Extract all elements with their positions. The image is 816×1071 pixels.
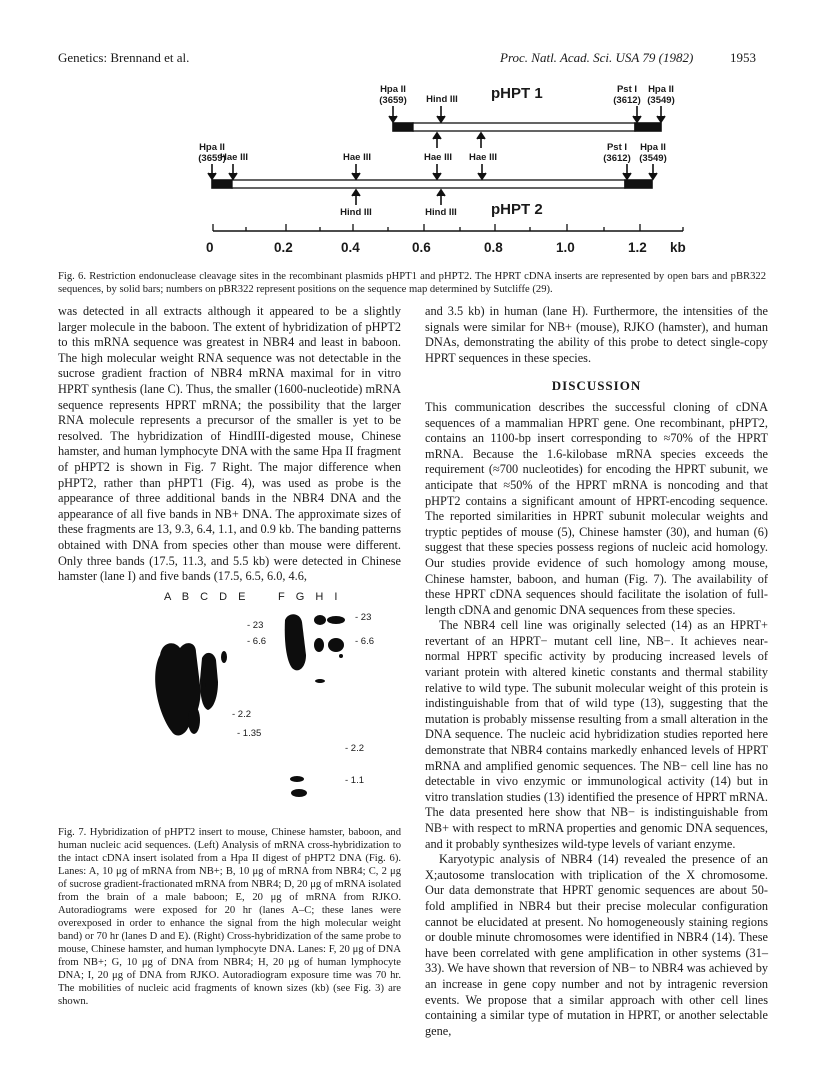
marker-1.1-right: - 1.1 [345,775,365,786]
label-hae-iii-d: Hae III [469,152,497,163]
phpt2-pbr322-left [212,180,232,188]
paragraph: and 3.5 kb) in human (lane H). Furthermore, the intensities of the signals were similar for NB+ (mouse), RJKO (hamster), and human DNAs, demonstrating the ability of this probe to detect single-copy HPRT sequences in these species. [425,304,768,365]
phpt1-insert [413,123,635,131]
page-number: 1953 [730,50,756,65]
left-column-text [58,304,401,585]
phpt2-pbr322-right [625,180,652,188]
figure-7-caption: Fig. 7. Hybridization of pHPT2 insert to mouse, Chinese hamster, baboon, and human nucleic acid sequences. (Left) Analysis of mRNA cross-hybridization to the intact cDNA insert isolated from a Hpa II digest of pHPT2 DNA (Fig. 6). Lanes: A, 10 μg of mRNA from NB+; B, 10 μg of mRNA from NBR4; C, 2 μg of sucrose gradient-fractionated mRNA from NBR4; D, 20 μg of mRNA isolated from the brain of a male baboon; E, 20 μg of mRNA from RJKO. Autoradiograms were exposed for 20 hr (lanes A–C; these lanes were overexposed in order to enhance the signal from the high molecular weight band) or 70 hr (lanes D and E). (Right) Cross-hybridization of the same probe to mouse, Chinese hamster, and human lymphocyte DNA. Lanes: F, 20 μg of DNA from NB+; G, 10 μg of DNA from NBR4; H, 20 μg of human lymphocyte DNA; I, 20 μg of DNA from RJKO. Autoradiogram exposure time was 70 hr. The mobilities of nucleic acid fragments of known sizes (kb) (see Fig. 3) are shown. [58,827,401,1007]
phpt1-pbr322-left [393,123,413,131]
paragraph: The NBR4 cell line was originally selected (14) as an HPRT+ revertant of an HPRT− mutant cell line, NB−. It achieves near-normal HPRT specific activity by producing increased levels of variant protein with altered kinetic constants and thermal stability relative to wild type. The subunit molecular weight of this protein is indistinguishable from that of wild type (13), suggesting that the mutation is probably missense resulting from a small alteration in the DNA sequence. The nucleic acid hybridization studies reported here demonstrate that NBR4 contains markedly enhanced levels of HPRT mRNA and amplified genomic sequences. The NB− cell line has no detectable in vivo enzymic or immunological activity (14) but in vitro translation studies (13) identified the presence of HPRT mRNA. The data presented here show that NB− is indistinguishable from NB+ with respect to mRNA properties and genomic DNA sequences, and it probably synthesizes wild-type levels of variant enzyme. [425,618,768,851]
marker-2.2-right: - 2.2 [345,743,365,754]
scale-label-0: 0 [206,240,214,255]
label-hae-iii-a: Hae III [220,152,248,163]
fig7-lane-labels-right: F G H I [278,591,342,603]
right-column-text [425,304,768,1039]
figure-6-restriction-map [0,0,816,270]
label-hae-iii-b: Hae III [343,152,371,163]
label-hae-iii-c: Hae III [424,152,452,163]
scale-label-0.6: 0.6 [412,240,431,255]
running-head-authors: Genetics: Brennand et al. [58,50,190,65]
scale-ticks [213,224,683,231]
fig7-lane-labels-left: A B C D E [164,591,250,603]
label-hind-iii-1: Hind III [426,94,458,105]
marker-23-right: - 23 [355,612,372,623]
paragraph: was detected in all extracts although it appeared to be a slightly larger molecule in the baboon. The extent of hybridization of pHPT2 to this mRNA sequence was greatest in NBR4 and least in baboon. The high molecular weight RNA sequence was not detectable in the sucrose gradient fraction of NBR4 mRNA maximal for in vitro HPRT synthesis (lane C). Thus, the smaller (1600-nucleotide) mRNA sequence represents HPRT mRNA; the possibility that the larger RNA molecule represents a precursor of the smaller is yet to be resolved. The hybridization of HindIII-digested mouse, Chinese hamster, and human lymphocyte DNA with the same Hpa II fragment of pHPT2 is shown in Fig. 7 Right. The major difference when pHPT2, rather than pHPT1 (Fig. 4), was used as probe is the appearance of three additional bands in the NBR4 DNA and the appearance of all five bands in NB+ DNA. The approximate sizes of these fragments are 13, 9.3, 6.4, 1.1, and 0.9 kb. The banding patterns obtained with DNA from species other than mouse were different. Only three bands (17.5, 11.3, and 5.5 kb) were detected in Chinese hamster (lane I) and five bands (17.5, 6.5, 6.0, 4.6, [58,304,401,584]
paragraph: This communication describes the successful cloning of cDNA sequences of a mammalian HPRT gene. One recombinant, pHPT2, contains an 1100-bp insert corresponding to ≈70% of the HPRT mRNA. Because the 1.6-kilobase mRNA species exceeds the requirement (≈700 nucleotides) for encoding the HPRT subunit, we anticipate that ≈50% of the HPRT mRNA is noncoding and that pHPT2 contains a significant amount of HPRT-encoding sequence. The reported similarities in HPRT subunit molecular weights and tryptic peptides of mouse (5), Chinese hamster (30), and human (6) suggest that these species possess regions of nucleic acid homology. Our studies provide evidence of such homology among mouse, Chinese hamster, baboon, and human (Fig. 7). The availability of these HPRT cDNA sequences should facilitate the isolation of full-length cDNA and genomic DNA sequences from these species. [425,399,768,617]
discussion-heading: DISCUSSION [551,378,642,394]
scale-label-0.4: 0.4 [341,240,360,255]
label-hpa-ii-1: Hpa II (3659) [379,84,407,106]
scale-label-1.0: 1.0 [556,240,575,255]
scale-label-0.2: 0.2 [274,240,293,255]
phpt2-title: pHPT 2 [491,201,543,218]
figure-6-caption: Fig. 6. Restriction endonuclease cleavage sites in the recombinant plasmids pHPT1 and pHPT2. The HPRT cDNA inserts are represented by open bars and pBR322 sequences, by solid bars; numbers on pBR322 represent positions on the sequence map determined by Sutcliffe (29). [58,271,766,295]
label-pst-i-2: Pst I (3612) [603,142,631,164]
scale-label-1.2: 1.2 [628,240,647,255]
phpt1-title: pHPT 1 [491,85,543,102]
label-pst-i-1: Pst I (3612) [613,84,641,106]
scale-unit: kb [670,240,686,255]
marker-2.2-left: - 2.2 [232,709,252,720]
marker-6.6-right: - 6.6 [355,636,375,647]
scale-label-0.8: 0.8 [484,240,503,255]
label-hind-iii-2a: Hind III [340,207,372,218]
label-hpa-ii-2: Hpa II (3659) [198,142,226,164]
right-blot [285,614,345,797]
label-hpa-ii-2b: Hpa II (3549) [639,142,667,164]
paragraph: Karyotypic analysis of NBR4 (14) revealed the presence of an X;autosome translocation with triplication of the X chromosome. Our data demonstrate that HPRT genomic sequences are about 50-fold amplified in NBR4 but their precise molecular configuration cannot be elucidated at present. No homogeneously staining regions or double minute chromosomes were identified in NBR4 (14). These have been correlated with gene amplification in other systems (31–33). We have shown that reversion of NB− to NBR4 was achieved by an increase in gene copy number and not by intragenic reversion events. We propose that a similar approach with other cell lines containing a similar type of mutation in HPRT, or another selectable gene, [425,852,768,1038]
marker-6.6-left: - 6.6 [247,636,267,647]
label-hind-iii-2b: Hind III [425,207,457,218]
phpt1-pbr322-right [635,123,661,131]
marker-23-left: - 23 [247,620,264,631]
phpt2-insert [232,180,625,188]
left-blot [155,643,227,735]
running-head-journal: Proc. Natl. Acad. Sci. USA 79 (1982) [500,50,694,65]
marker-1.35-left: - 1.35 [237,728,262,739]
label-hpa-ii-1b: Hpa II (3549) [647,84,675,106]
